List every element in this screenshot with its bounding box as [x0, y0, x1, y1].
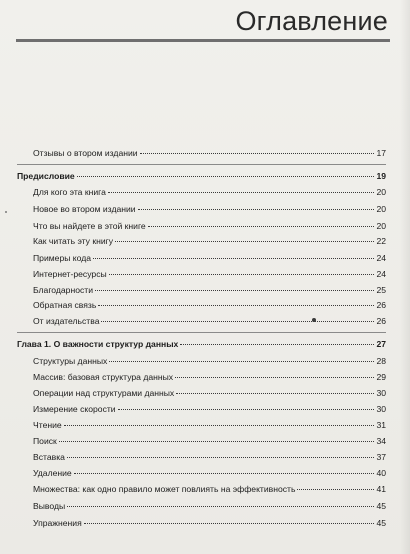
dot-leader	[93, 258, 374, 259]
toc-entry[interactable]	[33, 235, 386, 247]
toc-section-preface[interactable]	[17, 170, 386, 182]
toc-section-title: Предисловие	[17, 171, 75, 181]
toc-entry-title: Что вы найдете в этой книге	[33, 221, 146, 231]
section-divider	[17, 332, 386, 333]
toc-entry-title: Выводы	[33, 501, 66, 511]
toc-entry-title: Вставка	[33, 452, 65, 462]
dot-leader	[77, 176, 374, 177]
toc-entry-page: 41	[376, 484, 386, 494]
toc-chapter-title: Глава 1. О важности структур данных	[17, 339, 179, 349]
toc-entry-title: Операции над структурами данных	[33, 388, 175, 398]
toc-entry-title: Массив: базовая структура данных	[33, 372, 174, 382]
toc-entry-title: Интернет-ресурсы	[33, 269, 107, 279]
toc-entry-page: 30	[376, 388, 386, 398]
toc-entry-title: Новое во втором издании	[33, 204, 136, 214]
toc-entry-page: 17	[376, 148, 386, 158]
toc-entry[interactable]	[33, 220, 386, 232]
dot-leader	[95, 290, 374, 291]
toc-entry-page: 26	[376, 316, 386, 326]
section-divider	[17, 164, 386, 165]
page-title: Оглавление	[235, 6, 388, 36]
toc-entry-title: Чтение	[33, 420, 62, 430]
ink-mark	[312, 318, 316, 322]
toc-entry-title: Для кого эта книга	[33, 187, 106, 197]
toc-entry-page: 20	[376, 204, 386, 214]
dot-leader	[176, 393, 374, 394]
toc-entry[interactable]	[33, 371, 386, 383]
dot-leader	[108, 192, 374, 193]
toc-entry-title: Поиск	[33, 436, 57, 446]
toc-entry[interactable]	[33, 284, 386, 296]
toc-entry-page: 45	[376, 518, 386, 528]
toc-entry-page: 34	[376, 436, 386, 446]
toc-entry-title: Обратная связь	[33, 300, 97, 310]
dot-leader	[109, 274, 374, 275]
toc-entry-page: 31	[376, 420, 386, 430]
toc-entry-page: 40	[376, 468, 386, 478]
dot-leader	[297, 489, 374, 490]
toc-entry-page: 20	[376, 221, 386, 231]
toc-entry-page: 30	[376, 404, 386, 414]
toc-entry-title: Отзывы о втором издании	[33, 148, 138, 158]
toc-section-page: 19	[376, 171, 386, 181]
toc-entry-title: Измерение скорости	[33, 404, 116, 414]
dot-leader	[84, 523, 374, 524]
dot-leader	[67, 506, 374, 507]
toc-entry[interactable]	[33, 186, 386, 198]
dot-leader	[180, 344, 374, 345]
toc-entry-title: От издательства	[33, 316, 100, 326]
toc-entry-page: 20	[376, 187, 386, 197]
dot-leader	[101, 321, 374, 322]
toc-entry-reviews[interactable]	[33, 147, 386, 159]
toc-entry-title: Примеры кода	[33, 253, 92, 263]
toc-entry-page: 29	[376, 372, 386, 382]
toc-entry[interactable]	[33, 403, 386, 415]
toc-entry[interactable]	[33, 299, 386, 311]
toc-entry-page: 26	[376, 300, 386, 310]
toc-entry-page: 22	[376, 236, 386, 246]
dot-leader	[118, 409, 374, 410]
paper-speck	[5, 211, 7, 213]
dot-leader	[67, 457, 374, 458]
toc-entry[interactable]	[33, 268, 386, 280]
toc-entry-title: Структуры данных	[33, 356, 108, 366]
toc-entry[interactable]	[33, 467, 386, 479]
dot-leader	[115, 241, 374, 242]
dot-leader	[175, 377, 374, 378]
toc-entry[interactable]	[33, 419, 386, 431]
dot-leader	[59, 441, 374, 442]
dot-leader	[74, 473, 374, 474]
toc-entry-page: 25	[376, 285, 386, 295]
toc-entry[interactable]	[33, 252, 386, 264]
dot-leader	[109, 361, 374, 362]
toc-entry[interactable]	[33, 435, 386, 447]
toc-entry-page: 37	[376, 452, 386, 462]
toc-entry-title: Удаление	[33, 468, 72, 478]
toc-entry[interactable]	[33, 517, 386, 529]
toc-entry[interactable]	[33, 355, 386, 367]
toc-entry[interactable]	[33, 203, 386, 215]
toc-entry-page: 28	[376, 356, 386, 366]
toc-entry[interactable]	[33, 483, 386, 495]
toc-entry-page: 24	[376, 253, 386, 263]
toc-entry[interactable]	[33, 315, 386, 327]
toc-chapter-1[interactable]	[17, 338, 386, 350]
toc-entry-title: Благодарности	[33, 285, 94, 295]
toc-entry-title: Как читать эту книгу	[33, 236, 114, 246]
dot-leader	[148, 226, 374, 227]
dot-leader	[98, 305, 374, 306]
toc-entry-title: Множества: как одно правило может повлиять на эффективность	[33, 484, 296, 494]
dot-leader	[64, 425, 374, 426]
dot-leader	[140, 153, 374, 154]
dot-leader	[138, 209, 374, 210]
toc-entry-page: 45	[376, 501, 386, 511]
toc-entry-title: Упражнения	[33, 518, 82, 528]
toc-entry[interactable]	[33, 387, 386, 399]
page-edge-shadow	[400, 0, 410, 554]
toc-entry[interactable]	[33, 500, 386, 512]
toc-chapter-page: 27	[376, 339, 386, 349]
toc-entry[interactable]	[33, 451, 386, 463]
toc-entry-page: 24	[376, 269, 386, 279]
